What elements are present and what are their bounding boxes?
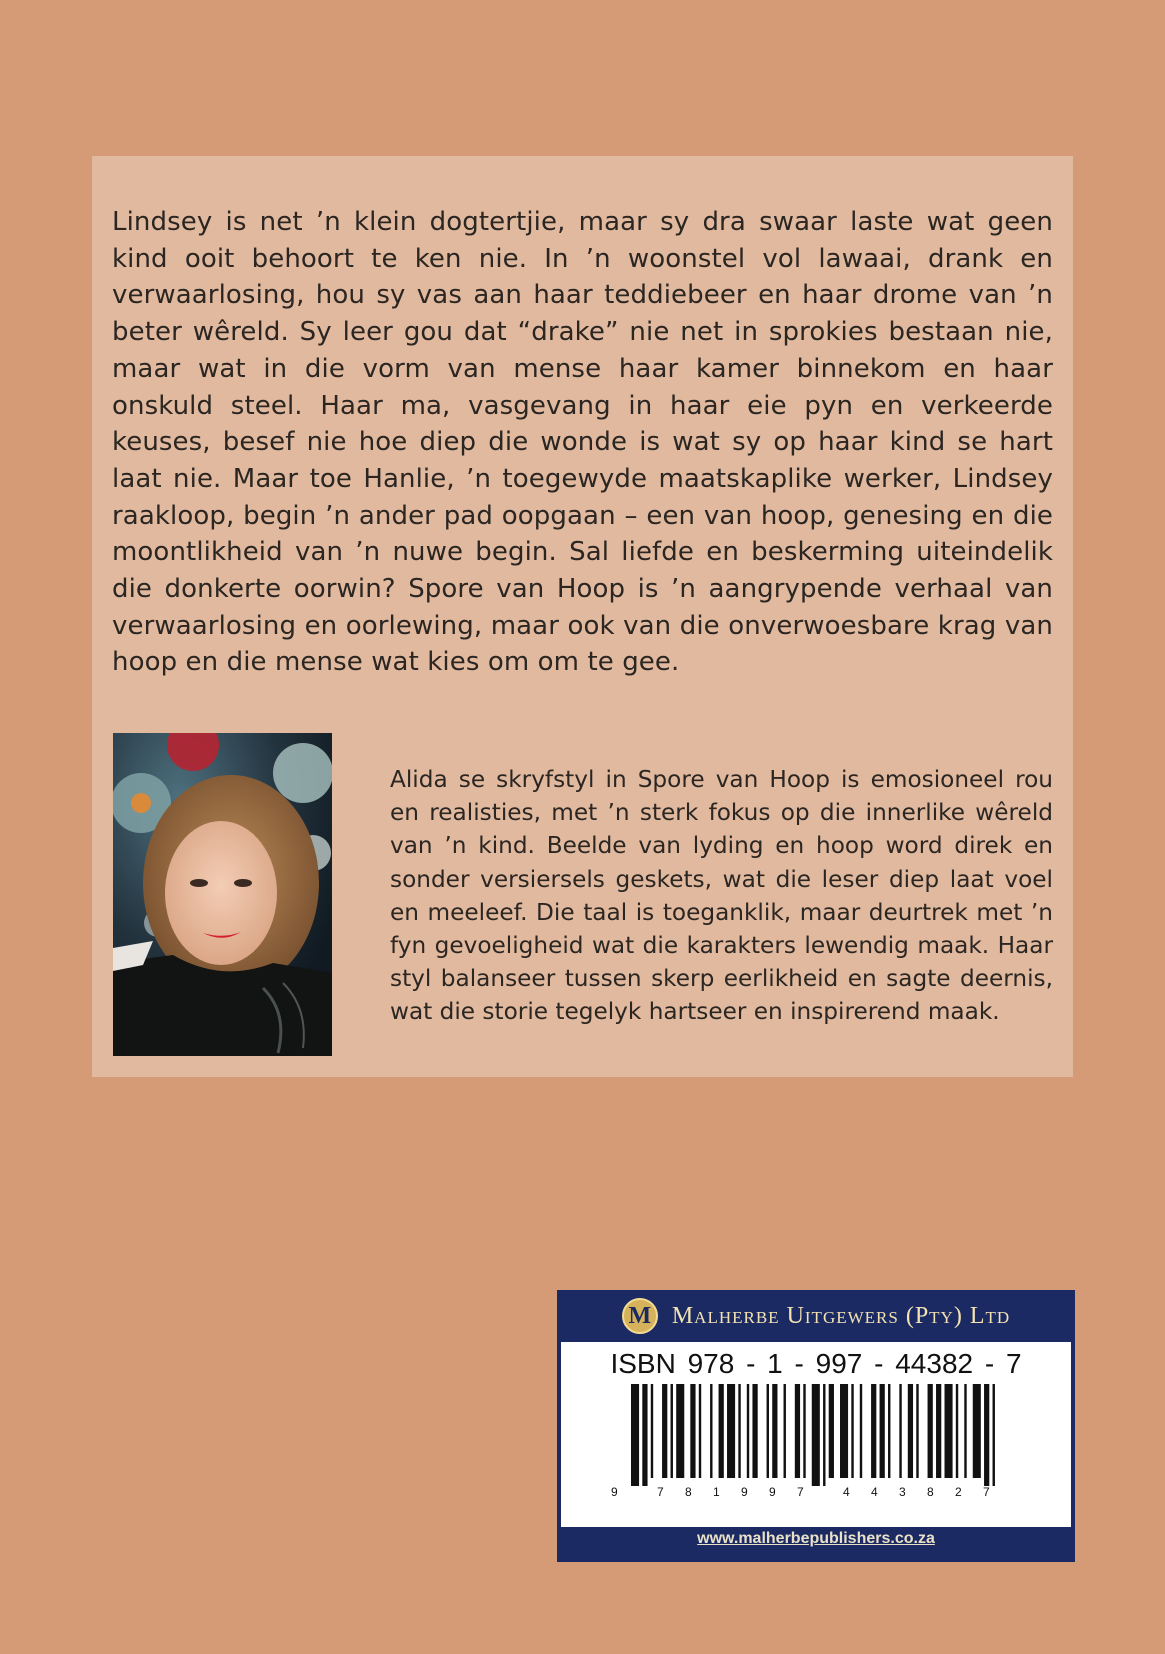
barcode-bar — [719, 1384, 724, 1478]
barcode-bar — [671, 1384, 673, 1478]
barcode-bar — [784, 1384, 786, 1478]
barcode-bar — [851, 1384, 853, 1478]
barcode-bar — [752, 1384, 757, 1478]
barcode-bar — [651, 1384, 653, 1478]
barcode-digit: 3 — [899, 1485, 906, 1499]
author-photo — [113, 733, 332, 1056]
barcode-bar — [772, 1384, 777, 1478]
barcode-bar — [812, 1384, 820, 1486]
barcode-bar — [699, 1384, 701, 1478]
barcode-bar — [738, 1384, 740, 1478]
barcode-digit: 8 — [685, 1485, 692, 1499]
barcode-digit: 9 — [611, 1485, 618, 1499]
barcode-bar — [945, 1384, 953, 1478]
barcode-bar — [993, 1384, 995, 1486]
barcode-bar — [908, 1384, 913, 1478]
barcode-bar — [928, 1384, 933, 1478]
barcode-bar — [840, 1384, 848, 1478]
barcode-digit: 7 — [657, 1485, 664, 1499]
barcode-digit: 9 — [741, 1485, 748, 1499]
barcode-bar — [642, 1384, 647, 1486]
isbn-label: ISBN 978 - 1 - 997 - 44382 - 7 — [610, 1348, 1022, 1379]
barcode-bar — [710, 1384, 712, 1478]
barcode-digit: 4 — [871, 1485, 878, 1499]
author-portrait-icon — [113, 733, 332, 1056]
barcode-digit: 2 — [955, 1485, 962, 1499]
publisher-header — [557, 1290, 1075, 1342]
barcode-bar — [631, 1384, 639, 1486]
back-cover-panel — [92, 156, 1073, 1077]
barcode-digit: 8 — [927, 1485, 934, 1499]
barcode-bar — [727, 1384, 735, 1478]
barcode-bar — [747, 1384, 749, 1478]
barcode-bar — [803, 1384, 805, 1478]
barcode-box — [561, 1342, 1071, 1527]
isbn-block — [557, 1290, 1075, 1562]
barcode-bar — [916, 1384, 918, 1478]
barcode-bar — [899, 1384, 901, 1478]
barcode-bar — [823, 1384, 825, 1486]
barcode-digit: 1 — [713, 1485, 720, 1499]
barcode-bar — [936, 1384, 941, 1478]
publisher-name: Malherbe Uitgewers (Pty) Ltd — [671, 1302, 1011, 1329]
barcode-bar — [871, 1384, 876, 1478]
barcode-digit: 7 — [983, 1485, 990, 1499]
author-description: Alida se skryfstyl in Spore van Hoop is emosioneel rou en realisties, met ’n sterk fokus op die innerlike wêreld van ’n kind. Beelde van lyding en hoop word direk en sonder versiersels geskets, wat die leser diep laat voel en meeleef. Die taal is toeganklik, maar deurtrek met ’n fyn gevoeligheid wat die karakters lewendig maak. Haar styl balanseer tussen skerp eerlikheid en sagte deernis, wat die storie tegelyk hartseer en inspirerend maak. — [390, 766, 1053, 1026]
barcode-digit: 9 — [769, 1485, 776, 1499]
barcode-bar — [767, 1384, 769, 1478]
barcode-digit: 4 — [843, 1485, 850, 1499]
barcode-bar — [795, 1384, 800, 1478]
barcode-bar — [860, 1384, 862, 1478]
barcode-bar — [888, 1384, 890, 1478]
barcode — [561, 1342, 1071, 1527]
barcode-bar — [829, 1384, 834, 1478]
barcode-digit: 7 — [797, 1485, 804, 1499]
publisher-url[interactable]: www.malherbepublishers.co.za — [697, 1530, 935, 1547]
barcode-bar — [964, 1384, 966, 1478]
barcode-bar — [676, 1384, 684, 1478]
barcode-bar — [956, 1384, 958, 1478]
barcode-bar — [880, 1384, 885, 1478]
book-blurb: Lindsey is net ’n klein dogtertjie, maar sy dra swaar laste wat geen kind ooit behoort te ken nie. In ’n woonstel vol lawaai, drank en verwaarlosing, hou sy vas aan haar teddiebeer en haar drome van ’n beter wêreld. Sy leer gou dat “drake” nie net in sprokies bestaan nie, maar wat in die vorm van mense haar kamer binnekom en haar onskuld steel. Haar ma, vasgevang in haar eie pyn en verkeerde keuses, besef nie hoe diep die wonde is wat sy op haar kind se hart laat nie. Maar toe Hanlie, ’n toegewyde maatskaplike werker, Lindsey raakloop, begin ’n ander pad oopgaan – een van hoop, genesing en die moontlikheid van ’n nuwe begin. Sal liefde en beskerming uiteindelik die donkerte oorwin? Spore van Hoop is ’n aangrypende verhaal van verwaarlosing en oorlewing, maar ook van die onverwoesbare krag van hoop en die mense wat kies om om te gee. — [112, 207, 1053, 678]
barcode-bar — [662, 1384, 667, 1478]
publisher-logo-icon: M — [622, 1298, 658, 1334]
barcode-bar — [984, 1384, 989, 1486]
barcode-bar — [690, 1384, 695, 1478]
barcode-bar — [973, 1384, 981, 1478]
